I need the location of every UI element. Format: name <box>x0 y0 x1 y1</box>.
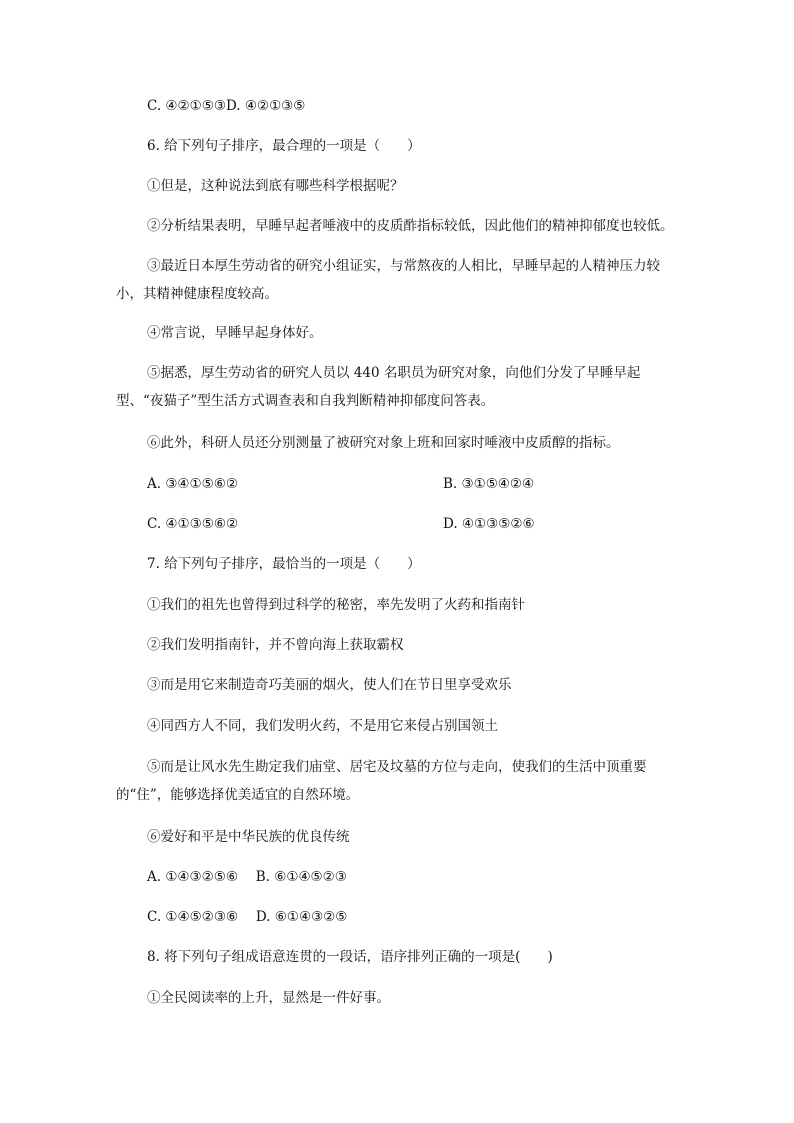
q7-sentence-1: ①我们的祖先也曾得到过科学的秘密，率先发明了火药和指南针 <box>147 597 525 613</box>
q6-sentence-6: ⑥此外，科研人员还分别测量了被研究对象上班和回家时唾液中皮质醇的指标。 <box>147 435 620 451</box>
q7-sentence-5: ⑤而是让风水先生勘定我们庙堂、居宅及坟墓的方位与走向，使我们的生活中顶重要的“住”，能够选择优美适宜的自然环境。 <box>116 759 647 803</box>
q6-option-c: C. ④①③⑤⑥② <box>147 516 239 532</box>
q7-sentence-2: ②我们发明指南针，并不曾向海上获取霸权 <box>147 637 404 653</box>
q6-sentence-1: ①但是，这种说法到底有哪些科学根据呢？ <box>147 178 404 194</box>
q7-options-cd: C. ①④⑤②③⑥ D. ⑥①④③②⑤ <box>147 909 348 925</box>
q6-option-a: A. ③④①⑤⑥② <box>147 476 238 492</box>
q6-stem: 6. 给下列句子排序，最合理的一项是（ ） <box>147 138 421 154</box>
q6-sentence-2: ②分析结果表明，早睡早起者唾液中的皮质酢指标较低，因此他们的精神抑郁度也较低。 <box>147 218 674 234</box>
q8-sentence-1: ①全民阅读率的上升，显然是一件好事。 <box>147 990 390 1006</box>
q6-sentence-4: ④常言说，早睡早起身体好。 <box>147 325 323 341</box>
q8-stem: 8. 将下列句子组成语意连贯的一段话，语序排列正确的一项是( ) <box>147 949 553 965</box>
q7-sentence-4: ④同西方人不同，我们发明火药，不是用它来侵占别国领土 <box>147 718 498 734</box>
q7-options-ab: A. ①④③②⑤⑥ B. ⑥①④⑤②③ <box>147 869 347 885</box>
q6-option-b: B. ③①⑤④②④ <box>443 476 535 492</box>
q6-sentence-5: ⑤据悉，厚生劳动省的研究人员以 440 名职员为研究对象，向他们分发了早睡早起型、“夜猫子”型生活方式调查表和自我判断精神抑郁度问答表。 <box>116 365 641 409</box>
q6-option-d: D. ④①③⑤②⑥ <box>443 516 535 532</box>
q7-stem: 7. 给下列句子排序，最恰当的一项是（ ） <box>147 556 421 572</box>
q7-sentence-3: ③而是用它来制造奇巧美丽的烟火，使人们在节日里享受欢乐 <box>147 677 512 693</box>
q5-options-cd: C. ④②①⑤③D. ④②①③⑤ <box>147 98 306 114</box>
q6-sentence-3: ③最近日本厚生劳动省的研究小组证实，与常熬夜的人相比，早睡早起的人精神压力较小，其精神健康程度较高。 <box>116 258 660 302</box>
q7-sentence-6: ⑥爱好和平是中华民族的优良传统 <box>147 829 350 845</box>
